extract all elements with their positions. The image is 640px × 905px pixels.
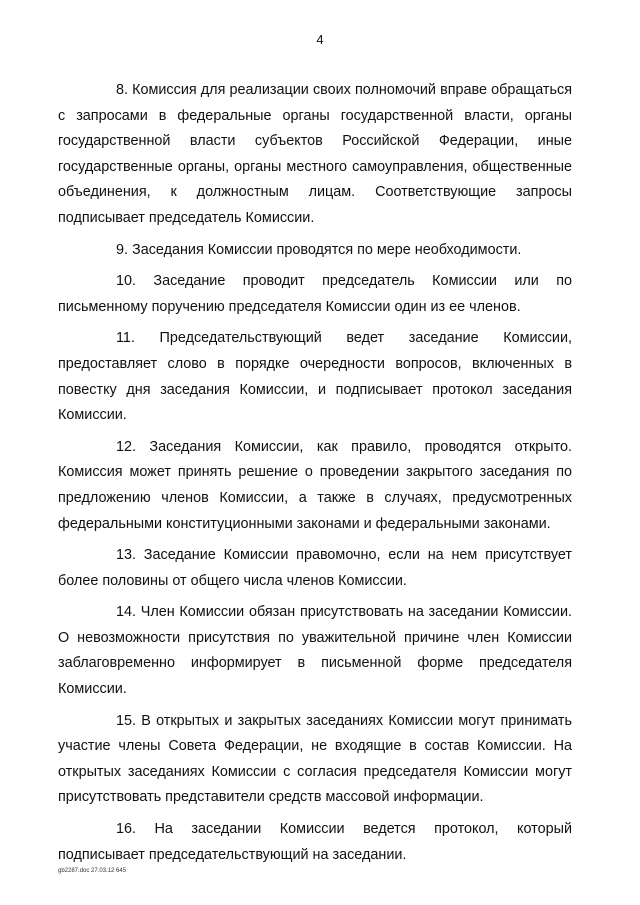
paragraph-8: 8. Комиссия для реализации своих полномочий вправе обращаться с запросами в федеральные органы государственной власти, органы государственной власти субъектов Российской Федерации, иные государственные органы, органы местного самоуправления, общественные объединения, к должностным лицам. Соответствующие запросы подписывает председатель Комиссии.: [58, 82, 572, 226]
file-footer: gb2287.doc 27.03.12 645: [58, 868, 127, 874]
page-number: 4: [316, 32, 324, 47]
paragraph-13: 13. Заседание Комиссии правомочно, если на нем присутствует более половины от общего числа членов Комиссии.: [58, 547, 572, 589]
paragraph-11: 11. Председательствующий ведет заседание Комиссии, предоставляет слово в порядке очередности вопросов, включенных в повестку дня заседания Комиссии, и подписывает протокол заседания Комиссии.: [58, 330, 572, 424]
paragraph-16: 16. На заседании Комиссии ведется протокол, который подписывает председательствующий на заседании.: [58, 821, 572, 863]
paragraph-9: 9. Заседания Комиссии проводятся по мере необходимости.: [116, 241, 522, 258]
paragraph-14: 14. Член Комиссии обязан присутствовать на заседании Комиссии. О невозможности присутствия по уважительной причине член Комиссии заблаговременно информирует в письменной форме председателя Комиссии.: [58, 604, 572, 698]
paragraph-15: 15. В открытых и закрытых заседаниях Комиссии могут принимать участие члены Совета Федерации, не входящие в состав Комиссии. На открытых заседаниях Комиссии с согласия председателя Комиссии могут присутствовать представители средств массовой информации.: [58, 712, 572, 806]
paragraph-10: 10. Заседание проводит председатель Комиссии или по письменному поручению председателя Комиссии один из ее членов.: [58, 273, 572, 315]
paragraph-12: 12. Заседания Комиссии, как правило, проводятся открыто. Комиссия может принять решение о проведении закрытого заседания по предложению членов Комиссии, а также в случаях, предусмотренных федеральными конституционными законами и федеральными законами.: [58, 438, 572, 532]
document-body: [58, 78, 572, 874]
